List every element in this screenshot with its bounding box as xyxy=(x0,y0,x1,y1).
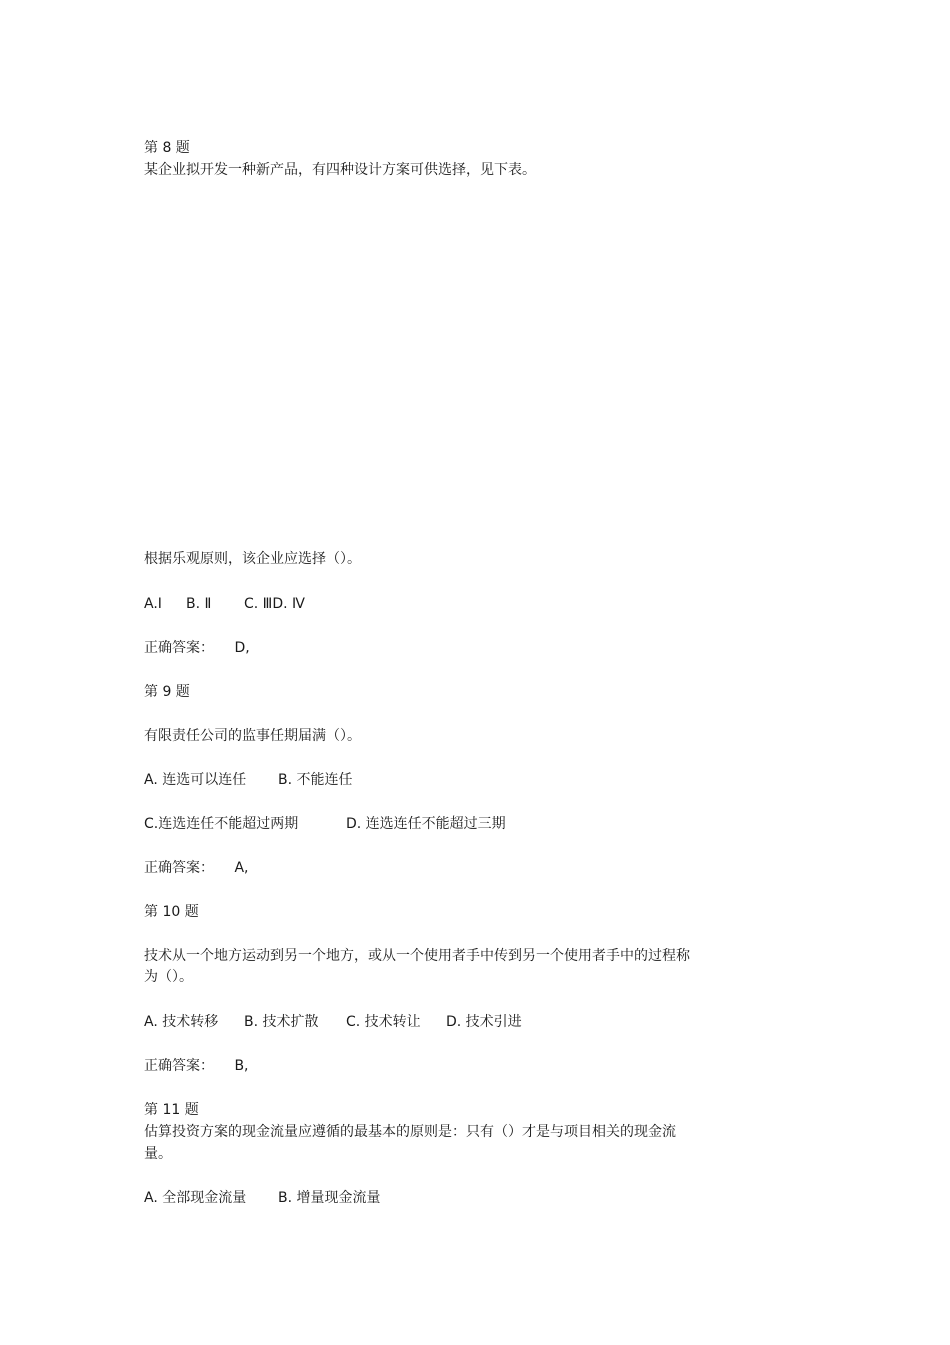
answer-line xyxy=(144,1056,249,1076)
question-stem-line2: 为（）。 xyxy=(144,969,193,985)
question-prompt: 根据乐观原则，该企业应选择（）。 xyxy=(144,551,361,567)
question-heading: 第 11 题 xyxy=(144,1102,199,1118)
question-stem-line1: 技术从一个地方运动到另一个地方，或从一个使用者手中传到另一个使用者手中的过程称 xyxy=(144,948,690,964)
question-stem: 有限责任公司的监事任期届满（）。 xyxy=(144,728,361,744)
answer-line xyxy=(144,638,250,658)
answer-line xyxy=(144,858,248,878)
option-d: D. 技术引进 xyxy=(446,1014,522,1030)
option-b: B. 不能连任 xyxy=(278,772,353,788)
option-a: A.I xyxy=(144,596,162,612)
option-c: C. 技术转让 xyxy=(346,1014,421,1030)
question-stem-line1: 估算投资方案的现金流量应遵循的最基本的原则是：只有（）才是与项目相关的现金流 xyxy=(144,1124,676,1140)
option-d: D. 连选连任不能超过三期 xyxy=(346,816,506,832)
option-a: A. 连选可以连任 xyxy=(144,772,247,788)
question-heading: 第 9 题 xyxy=(144,684,190,700)
option-b: B. 增量现金流量 xyxy=(278,1190,381,1206)
option-c: C.连选连任不能超过两期 xyxy=(144,816,299,832)
question-stem: 某企业拟开发一种新产品，有四种设计方案可供选择，见下表。 xyxy=(144,162,536,178)
answer-value: B, xyxy=(234,1058,249,1074)
question-heading: 第 8 题 xyxy=(144,140,190,156)
answer-value: A, xyxy=(234,860,249,876)
option-b: B. 技术扩散 xyxy=(244,1014,319,1030)
option-c-d: C. ⅢD. Ⅳ xyxy=(244,596,305,612)
answer-label: 正确答案： xyxy=(144,640,214,656)
table-image-area xyxy=(144,195,744,525)
answer-value: D, xyxy=(234,640,250,656)
answer-label: 正确答案： xyxy=(144,860,214,876)
answer-label: 正确答案： xyxy=(144,1058,214,1074)
option-b: B. Ⅱ xyxy=(186,596,212,612)
question-heading: 第 10 题 xyxy=(144,904,199,920)
option-a: A. 全部现金流量 xyxy=(144,1190,247,1206)
question-stem-line2: 量。 xyxy=(144,1146,172,1162)
option-a: A. 技术转移 xyxy=(144,1014,219,1030)
